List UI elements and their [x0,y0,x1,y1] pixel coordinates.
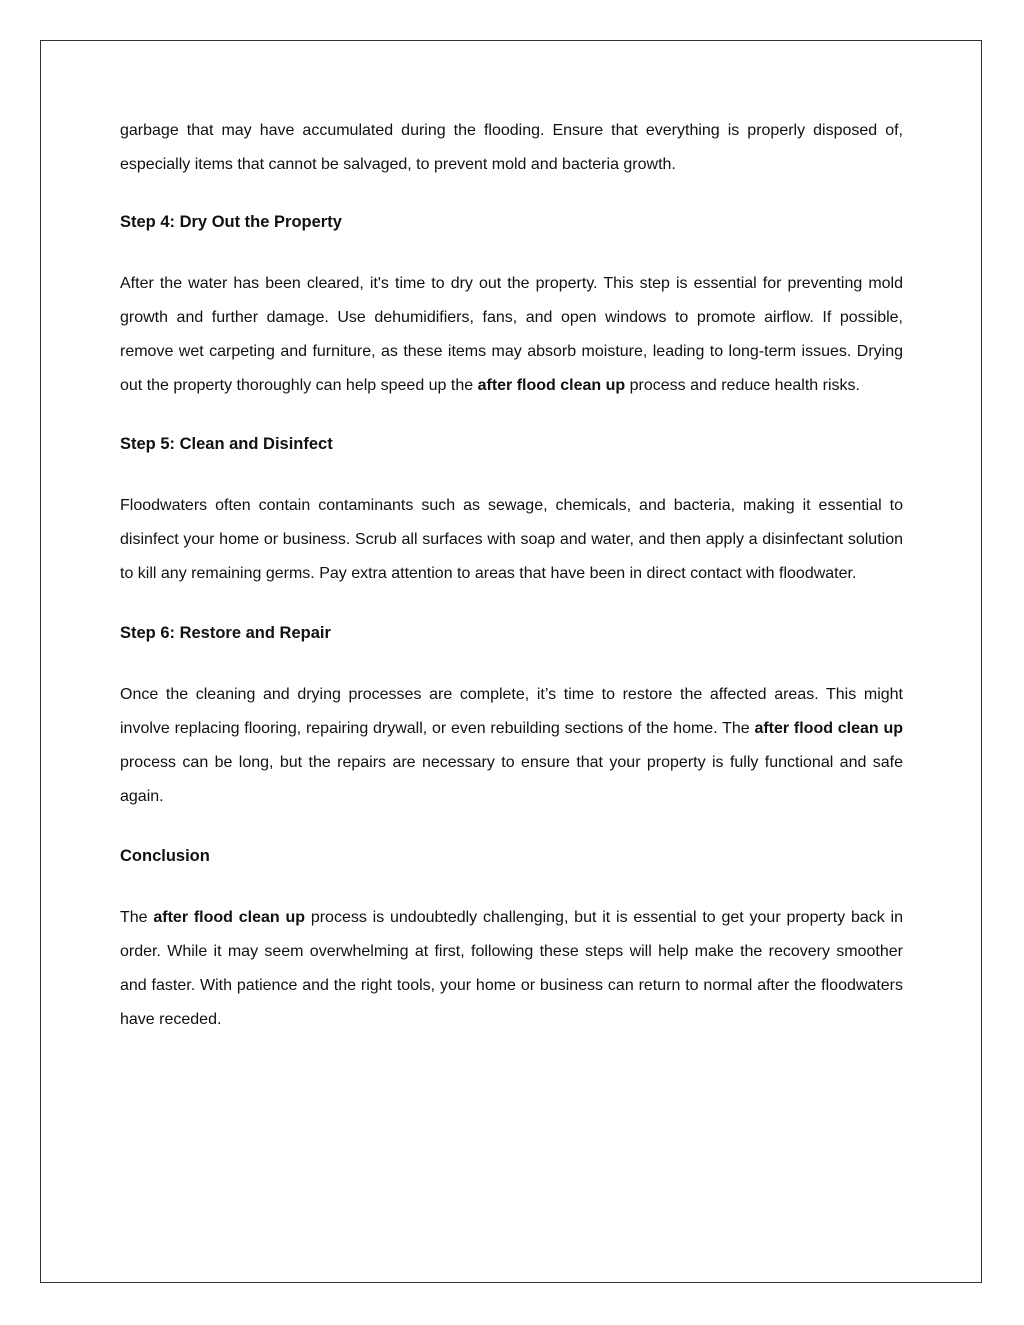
step4-paragraph [120,267,903,403]
step4-text-before: After the water has been cleared, it's time to dry out the property. This step is essential for preventing mold growth and further damage. Use dehumidifiers, fans, and open windows to promote airflow. If possible, remove wet carpeting and furniture, as these items may absorb moisture, leading to long-term issues. Drying out the property thoroughly can help speed up the [120,274,903,394]
step4-heading: Step 4: Dry Out the Property [120,212,342,231]
step6-paragraph [120,678,903,814]
conclusion-text-before: The [120,908,154,926]
intro-paragraph: garbage that may have accumulated during the flooding. Ensure that everything is properly disposed of, especially items that cannot be salvaged, to prevent mold and bacteria growth. [120,122,903,173]
step6-keyword: after flood clean up [754,720,903,738]
step5-heading: Step 5: Clean and Disinfect [120,435,333,454]
step5-paragraph: Floodwaters often contain contaminants such as sewage, chemicals, and bacteria, making it essential to disinfect your home or business. Scrub all surfaces with soap and water, and then apply a disinfectant solution to kill any remaining germs. Pay extra attention to areas that have been in direct contact with floodwater. [120,497,903,583]
conclusion-heading: Conclusion [120,846,210,865]
conclusion-keyword: after flood clean up [153,908,306,926]
conclusion-text-after: process is undoubtedly challenging, but it is essential to get your property back in order. While it may seem overwhelming at first, following these steps will help make the recovery smoother and faster. With patience and the right tools, your home or business can return to normal after the floodwaters have receded. [120,908,903,1028]
step6-text-after: process can be long, but the repairs are necessary to ensure that your property is fully functional and safe again. [120,753,903,805]
step4-keyword: after flood clean up [477,376,626,394]
step4-text-after: process and reduce health risks. [625,376,860,394]
conclusion-paragraph [120,901,903,1037]
document-body [120,114,903,1066]
step6-heading: Step 6: Restore and Repair [120,624,331,643]
step6-text-before: Once the cleaning and drying processes are complete, it’s time to restore the affected areas. This might involve replacing flooring, repairing drywall, or even rebuilding sections of the home. The [120,686,903,738]
